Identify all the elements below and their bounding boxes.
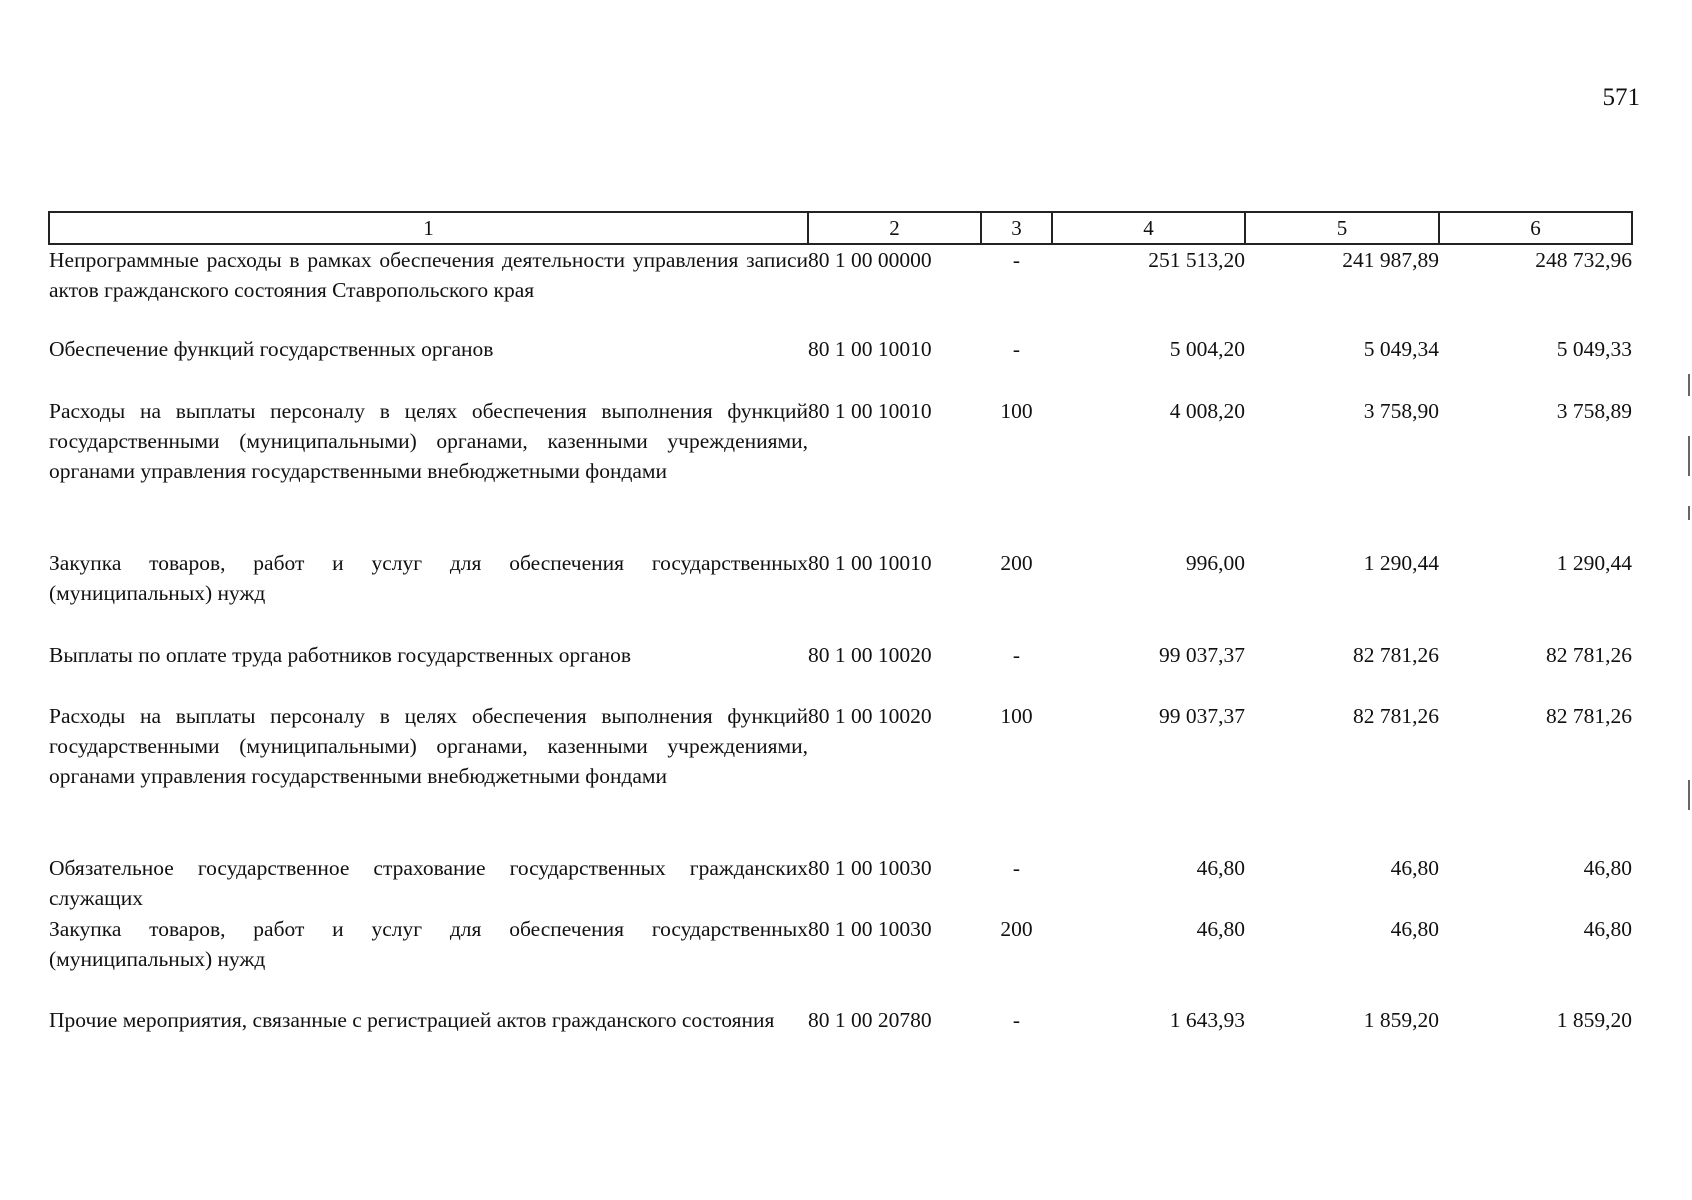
row-code: 80 1 00 10030 <box>808 856 932 880</box>
column-header-1: 1 <box>49 212 808 244</box>
row-code: 80 1 00 10020 <box>808 704 932 728</box>
row-kind: - <box>1012 856 1021 880</box>
row-value-4: 5 004,20 <box>1169 337 1245 361</box>
row-value-6: 82 781,26 <box>1546 643 1632 667</box>
row-kind: - <box>1012 1008 1021 1032</box>
table-row <box>49 853 1632 914</box>
row-kind: 200 <box>1000 551 1033 575</box>
row-value-4: 99 037,37 <box>1159 643 1245 667</box>
row-kind: - <box>1012 643 1021 667</box>
table-header-row <box>49 212 1632 244</box>
row-value-6: 82 781,26 <box>1546 704 1632 728</box>
scan-mark <box>1688 506 1690 520</box>
table-row <box>49 914 1632 1005</box>
row-value-4: 1 643,93 <box>1169 1008 1245 1032</box>
row-code: 80 1 00 10010 <box>808 551 932 575</box>
budget-table <box>48 211 1633 1067</box>
row-code: 80 1 00 10010 <box>808 399 932 423</box>
row-name: Расходы на выплаты персоналу в целях обеспечения выполнения функций государственными (муниципальными) органами, казенными учреждениями, органами управления государственными внебюджетными фондами <box>49 399 808 483</box>
row-kind: - <box>1012 337 1021 361</box>
row-name: Закупка товаров, работ и услуг для обеспечения государственных (муниципальных) нужд <box>49 551 808 605</box>
column-header-4: 4 <box>1052 212 1245 244</box>
row-value-6: 46,80 <box>1583 856 1632 880</box>
table-row <box>49 701 1632 853</box>
row-value-5: 1 290,44 <box>1363 551 1439 575</box>
row-value-6: 46,80 <box>1583 917 1632 941</box>
row-value-4: 46,80 <box>1196 917 1245 941</box>
row-value-6: 1 859,20 <box>1556 1008 1632 1032</box>
row-value-5: 1 859,20 <box>1363 1008 1439 1032</box>
row-value-4: 4 008,20 <box>1169 399 1245 423</box>
column-header-3: 3 <box>981 212 1052 244</box>
scan-mark <box>1688 780 1690 810</box>
table-row <box>49 334 1632 396</box>
row-value-6: 1 290,44 <box>1556 551 1632 575</box>
scan-mark <box>1688 374 1690 396</box>
table-row <box>49 1005 1632 1067</box>
table-row <box>49 548 1632 640</box>
column-header-6: 6 <box>1439 212 1632 244</box>
row-value-5: 82 781,26 <box>1353 704 1439 728</box>
row-code: 80 1 00 10030 <box>808 917 932 941</box>
table-row <box>49 640 1632 701</box>
row-value-6: 248 732,96 <box>1535 248 1632 272</box>
row-value-4: 251 513,20 <box>1148 248 1245 272</box>
row-name: Расходы на выплаты персоналу в целях обеспечения выполнения функций государственными (муниципальными) органами, казенными учреждениями, органами управления государственными внебюджетными фондами <box>49 704 808 788</box>
column-header-5: 5 <box>1245 212 1439 244</box>
row-name: Обязательное государственное страхование государственных гражданских служащих <box>49 856 808 910</box>
page-number: 571 <box>1602 84 1640 111</box>
row-name: Прочие мероприятия, связанные с регистрацией актов гражданского состояния <box>49 1008 775 1032</box>
column-header-2: 2 <box>808 212 981 244</box>
row-value-5: 5 049,34 <box>1363 337 1439 361</box>
row-name: Обеспечение функций государственных органов <box>49 337 494 361</box>
row-value-4: 996,00 <box>1185 551 1245 575</box>
row-code: 80 1 00 20780 <box>808 1008 932 1032</box>
scan-mark <box>1688 436 1690 476</box>
row-value-5: 241 987,89 <box>1342 248 1439 272</box>
table-row <box>49 244 1632 334</box>
row-kind: 100 <box>1000 399 1033 423</box>
row-value-5: 46,80 <box>1390 856 1439 880</box>
row-name: Непрограммные расходы в рамках обеспечения деятельности управления записи актов гражданского состояния Ставропольского края <box>49 248 808 302</box>
row-value-5: 3 758,90 <box>1363 399 1439 423</box>
row-name: Закупка товаров, работ и услуг для обеспечения государственных (муниципальных) нужд <box>49 917 808 971</box>
row-value-6: 3 758,89 <box>1556 399 1632 423</box>
row-code: 80 1 00 10020 <box>808 643 932 667</box>
row-value-6: 5 049,33 <box>1556 337 1632 361</box>
row-kind: - <box>1012 248 1021 272</box>
row-kind: 200 <box>1000 917 1033 941</box>
row-code: 80 1 00 10010 <box>808 337 932 361</box>
row-code: 80 1 00 00000 <box>808 248 932 272</box>
row-name: Выплаты по оплате труда работников государственных органов <box>49 643 632 667</box>
table-row <box>49 396 1632 548</box>
row-value-4: 46,80 <box>1196 856 1245 880</box>
row-value-4: 99 037,37 <box>1159 704 1245 728</box>
row-value-5: 46,80 <box>1390 917 1439 941</box>
row-kind: 100 <box>1000 704 1033 728</box>
row-value-5: 82 781,26 <box>1353 643 1439 667</box>
